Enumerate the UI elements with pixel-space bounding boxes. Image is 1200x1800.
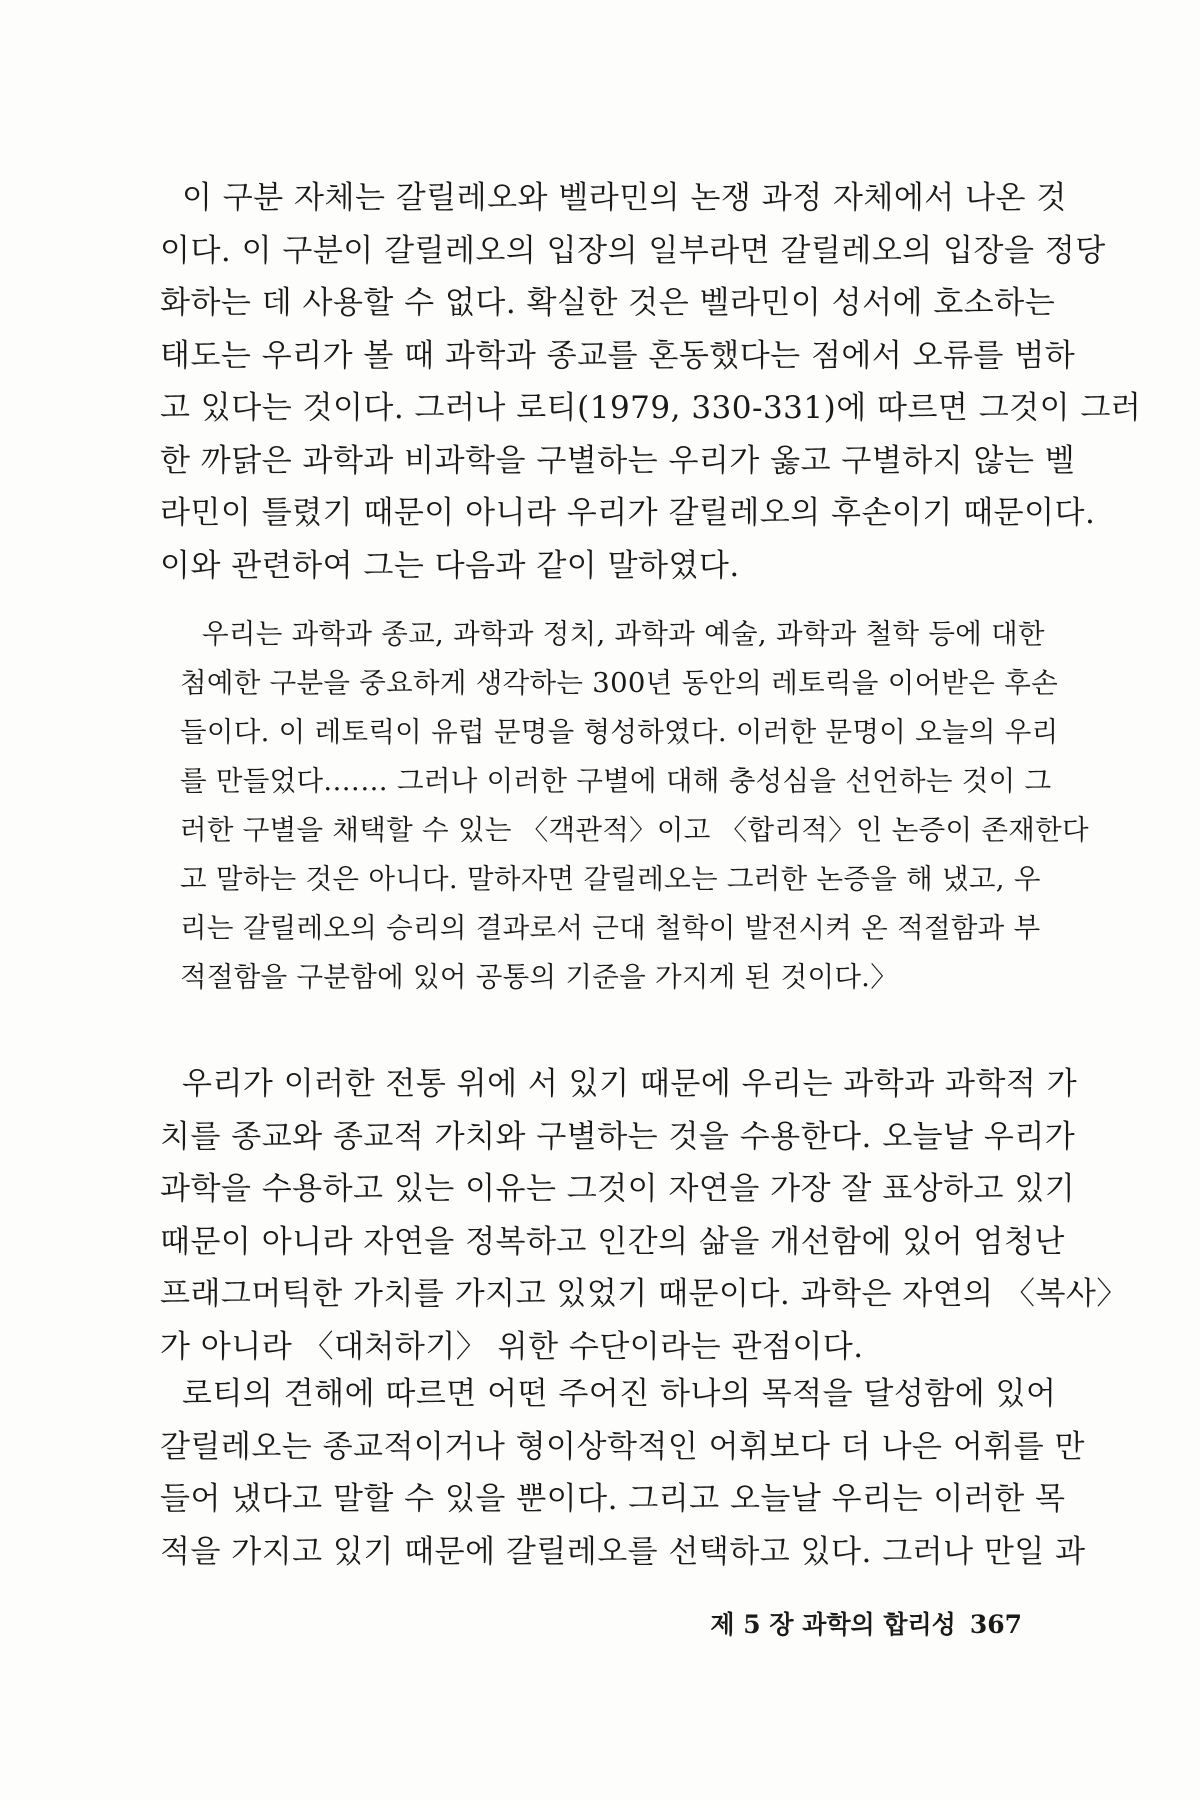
text-line: 적을 가지고 있기 때문에 갈릴레오를 선택하고 있다. 그러나 만일 과 — [160, 1533, 1086, 1570]
text-line: 과학을 수용하고 있는 이유는 그것이 자연을 가장 잘 표상하고 있기 — [160, 1171, 1076, 1207]
text-line: 이 구분 자체는 갈릴레오와 벨라민의 논쟁 과정 자체에서 나온 것 — [182, 180, 1067, 216]
text-line: 들어 냈다고 말할 수 있을 뿐이다. 그리고 오늘날 우리는 이러한 목 — [160, 1481, 1066, 1517]
text-line: 갈릴레오는 종교적이거나 형이상학적인 어휘보다 더 나은 어휘를 만 — [160, 1428, 1085, 1465]
text-line: 이와 관련하여 그는 다음과 같이 말하였다. — [160, 547, 740, 584]
quote-line: 러한 구별을 채택할 수 있는 〈객관적〉이고 〈합리적〉인 논증이 존재한다 — [180, 814, 1089, 846]
text-line: 때문이 아니라 자연을 정복하고 인간의 삶을 개선함에 있어 엄청난 — [160, 1223, 1065, 1260]
quote-line: 첨예한 구분을 중요하게 생각하는 300년 동안의 레토릭을 이어받은 후손 — [180, 667, 1058, 699]
quote-line: 적절함을 구분함에 있어 공통의 기준을 가지게 된 것이다.〉 — [180, 961, 899, 993]
quote-line: 를 만들었다.…… 그러나 이러한 구별에 대해 충성심을 선언하는 것이 그 — [180, 765, 1052, 797]
quote-line: 우리는 과학과 종교, 과학과 정치, 과학과 예술, 과학과 철학 등에 대한 — [202, 618, 1045, 650]
text-line: 치를 종교와 종교적 가치와 구별하는 것을 수용한다. 오늘날 우리가 — [160, 1118, 1076, 1155]
text-line: 이다. 이 구분이 갈릴레오의 입장의 일부라면 갈릴레오의 입장을 정당 — [160, 232, 1106, 269]
text-line: 우리가 이러한 전통 위에 서 있기 때문에 우리는 과학과 과학적 가 — [182, 1066, 1078, 1102]
text-line: 로티의 견해에 따르면 어떤 주어진 하나의 목적을 달성함에 있어 — [182, 1376, 1057, 1412]
text-line: 태도는 우리가 볼 때 과학과 종교를 혼동했다는 점에서 오류를 범하 — [160, 337, 1076, 374]
body-paragraph-1 — [160, 172, 1142, 592]
quote-line: 리는 갈릴레오의 승리의 결과로서 근대 철학이 발전시켜 온 적절함과 부 — [180, 912, 1041, 944]
block-quote — [180, 610, 1089, 1002]
body-paragraph-2 — [160, 1058, 1128, 1373]
quote-line: 고 말하는 것은 아니다. 말하자면 갈릴레오는 그러한 논증을 해 냈고, 우 — [180, 863, 1041, 895]
text-line: 가 아니라 〈대처하기〉 위한 수단이라는 관점이다. — [160, 1328, 864, 1365]
chapter-title: 제 5 장 과학의 합리성 — [710, 1610, 956, 1639]
text-line: 고 있다는 것이다. 그러나 로티(1979, 330-331)에 따르면 그것이 그러 — [160, 390, 1142, 426]
body-paragraph-3 — [160, 1368, 1086, 1578]
quote-line: 들이다. 이 레토릭이 유럽 문명을 형성하였다. 이러한 문명이 오늘의 우리 — [180, 716, 1059, 748]
text-line: 화하는 데 사용할 수 없다. 확실한 것은 벨라민이 성서에 호소하는 — [160, 285, 1056, 321]
page-number: 367 — [969, 1610, 1022, 1639]
text-line: 프래그머틱한 가치를 가지고 있었기 때문이다. 과학은 자연의 〈복사〉 — [160, 1276, 1128, 1312]
text-line: 라민이 틀렸기 때문이 아니라 우리가 갈릴레오의 후손이기 때문이다. — [160, 495, 1096, 531]
text-line: 한 까닭은 과학과 비과학을 구별하는 우리가 옳고 구별하지 않는 벨 — [160, 442, 1076, 479]
page-footer — [710, 1605, 1022, 1641]
